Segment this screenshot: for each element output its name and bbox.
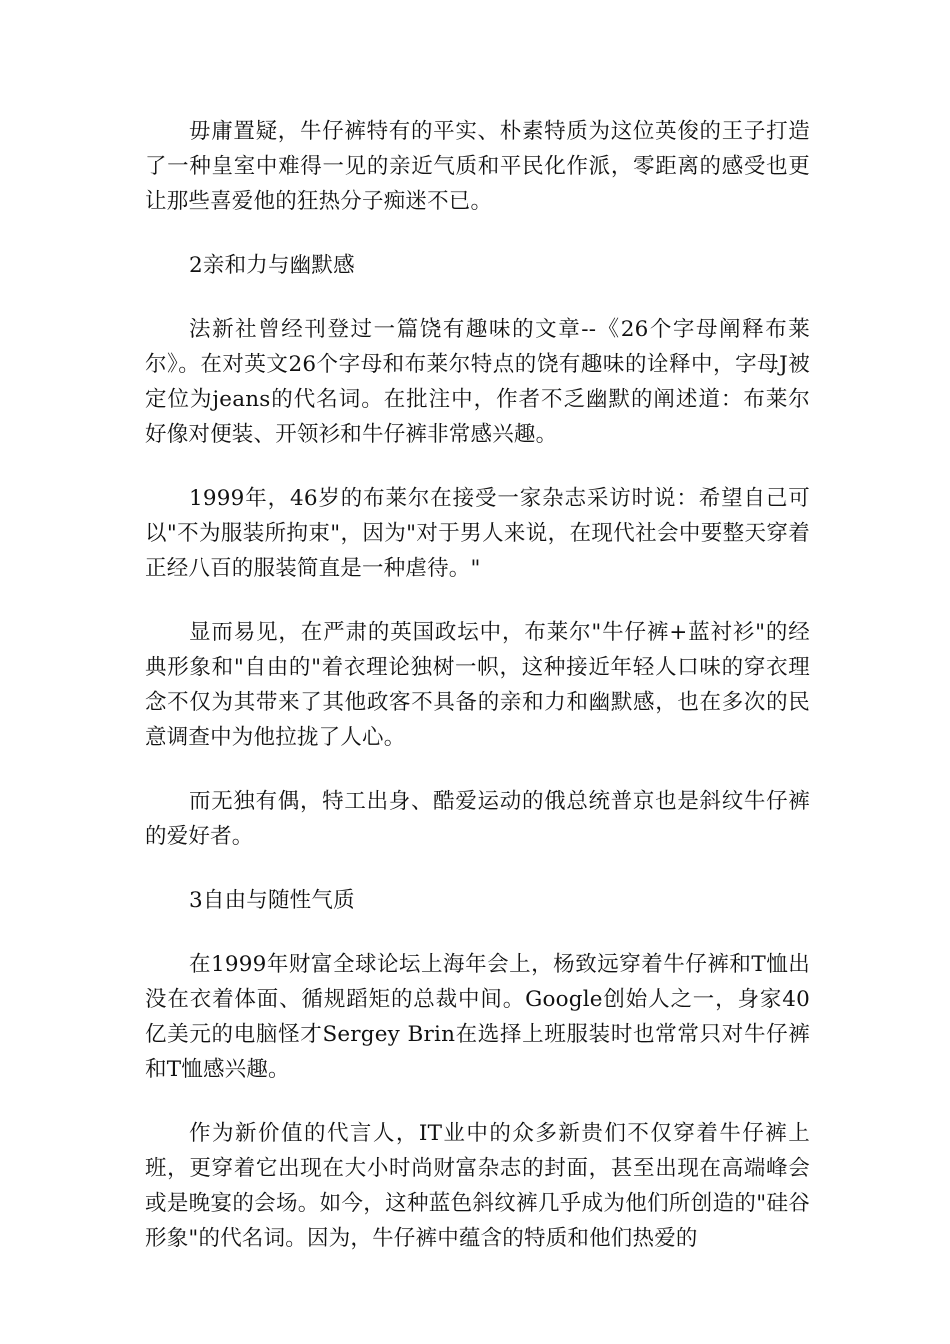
paragraph-7: 作为新价值的代言人，IT业中的众多新贵们不仅穿着牛仔裤上班，更穿着它出现在大小时尚财富杂志的封面，甚至出现在高端峰会或是晚宴的会场。如今，这种蓝色斜纹裤几乎成为他们所创造的"硅谷形象"的代名词。因为，牛仔裤中蕴含的特质和他们热爱的 <box>145 1121 810 1251</box>
section-heading-3: 3自由与随性气质 <box>189 888 355 913</box>
document-body <box>145 114 810 1285</box>
section-heading-2: 2亲和力与幽默感 <box>189 253 355 278</box>
paragraph-2: 法新社曾经刊登过一篇饶有趣味的文章--《26个字母阐释布莱尔》。在对英文26个字母和布莱尔特点的饶有趣味的诠释中，字母J被定位为jeans的代名词。在批注中，作者不乏幽默的阐述道：布莱尔好像对便装、开领衫和牛仔裤非常感兴趣。 <box>145 317 810 447</box>
paragraph-6: 在1999年财富全球论坛上海年会上，杨致远穿着牛仔裤和T恤出没在衣着体面、循规蹈矩的总裁中间。Google创始人之一，身家40亿美元的电脑怪才Sergey Brin在选择上班服装时也常常只对牛仔裤和T恤感兴趣。 <box>145 952 810 1082</box>
paragraph-1: 毋庸置疑，牛仔裤特有的平实、朴素特质为这位英俊的王子打造了一种皇室中难得一见的亲近气质和平民化作派，零距离的感受也更让那些喜爱他的狂热分子痴迷不已。 <box>145 119 810 214</box>
paragraph-4: 显而易见，在严肃的英国政坛中，布莱尔"牛仔裤+蓝衬衫"的经典形象和"自由的"着衣理论独树一帜，这种接近年轻人口味的穿衣理念不仅为其带来了其他政客不具备的亲和力和幽默感，也在多次的民意调查中为他拉拢了人心。 <box>145 620 810 750</box>
paragraph-5: 而无独有偶，特工出身、酷爱运动的俄总统普京也是斜纹牛仔裤的爱好者。 <box>145 789 810 849</box>
paragraph-3: 1999年，46岁的布莱尔在接受一家杂志采访时说：希望自己可以"不为服装所拘束"，因为"对于男人来说，在现代社会中要整天穿着正经八百的服装简直是一种虐待。" <box>145 486 810 581</box>
